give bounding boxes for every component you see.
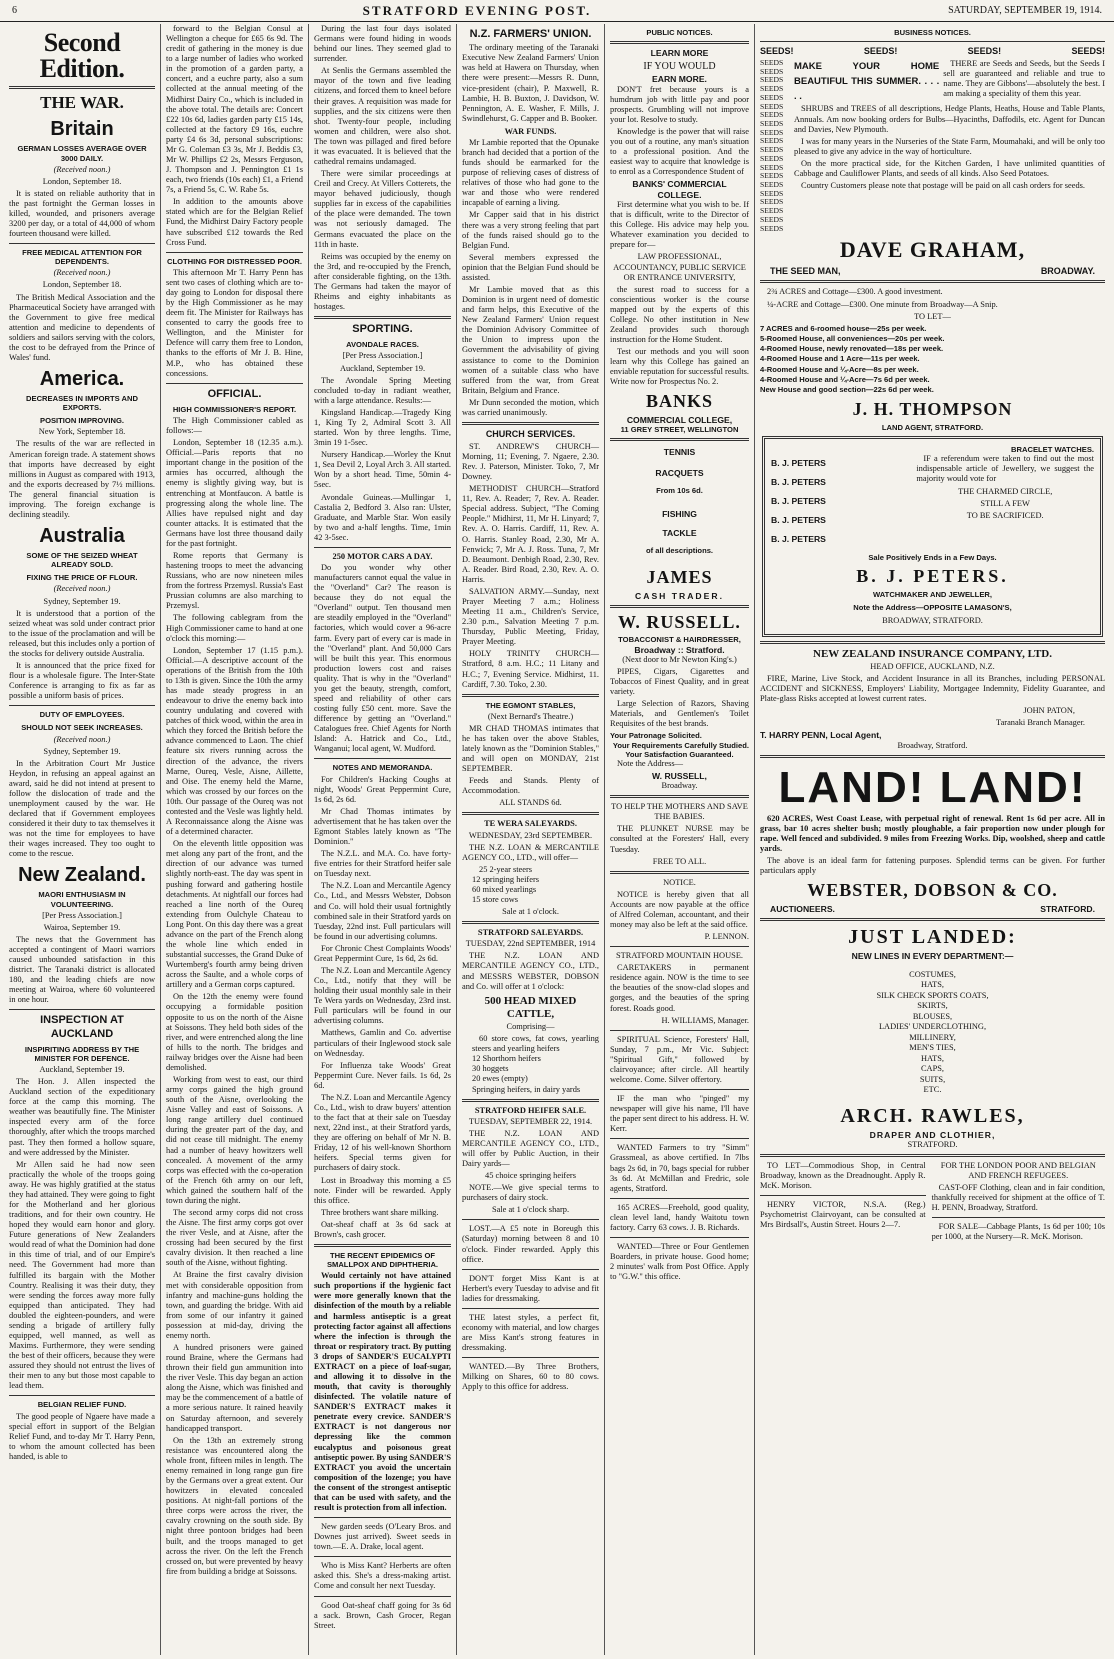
paton-title: Taranaki Branch Manager. <box>996 718 1085 728</box>
gentlemen-wanted: WANTED—Three or Four Gentlemen Boarders, in private house. Good home; 2 minutes' walk from Post Office. Apply to "G.W." this office. <box>610 1242 749 1282</box>
hc-cont-3: There were similar proceedings at Creil and Crecy. At Villers Cotterets, the mayor behaved judiciously, though supplies far in excess of the capabilities of the place were demanded. The town was not seriously damaged. The Germans evacuated the place on the 11th in haste. <box>314 169 451 249</box>
losses-text: It is stated on reliable authority that in the past fortnight the German losses in killed, wounded, and prisoners average 3200 per day, or a total of 44,000 of whom fourteen thousand were killed. <box>9 188 155 239</box>
notice-text: NOTICE is hereby given that all Accounts are now payable at the office of Alfred Coleman, accountant, and their money may also be left at the said office. <box>610 889 749 929</box>
paton: JOHN PATON, <box>1023 706 1075 716</box>
peters-item: B. J. PETERS <box>771 477 826 488</box>
peters-big: B. J. PETERS. <box>856 565 1009 586</box>
note-item: The N.Z. Loan and Mercantile Agency Co., Ltd., notify that they will be holding their usual monthly sale in their Te Wera yards on Wednesday, 23rd inst. Full particulars will be found in our advertising columns. <box>314 965 451 1026</box>
lost-notice: LOST.—A £5 note in Boreugh this (Saturday) morning between 8 and 10 o'clock. Finder rewarded. Apply this office. <box>462 1224 599 1264</box>
to-let-item: 5-Roomed House, all conveniences—20s per week. <box>760 333 945 343</box>
america-heading: America. <box>39 368 125 391</box>
land-text-2: The above is an ideal farm for fattening purposes. Splendid terms can be given. For further particulars apply <box>760 856 1105 876</box>
property-item: ¼-ACRE and Cottage—£300. One minute from Broadway—A Snip. <box>767 299 998 309</box>
warfunds-text: Mr Lambie reported that the Opunake branch had decided that a portion of the funds should be earmarked for the purpose of relieving cases of distress of relatives of those who had gone to the war and those who were rendered incapable of earning a living. <box>462 137 599 208</box>
banks-text-3: Test our methods and you will soon learn why this College has gained an enviable reputation for successful results. Write now for Prospectus No. 2. <box>610 347 749 387</box>
strike-headline: SHOULD NOT SEEK INCREASES. <box>21 723 143 733</box>
note-item: The N.Z.L. and M.A. Co. have forty-five entries for their Stratford heifer sale on Tuesday next. <box>314 849 451 879</box>
note-item: For Chronic Chest Complaints Woods' Great Peppermint Cure, 1s 6d, 2s 6d. <box>314 943 451 963</box>
clothing-text: This afternoon Mr T. Harry Penn has sent two cases of clothing which are to-day going to London for disposal there by the High Commissioner as he may deem fit. The Minister for Railways has consented to carry the goods free to Wellington, and the Minister for Defence will carry them free to London, thanks to the efforts of Mr J. B. Hine, M.P., who has obtained these concessions. <box>166 267 303 378</box>
acres: 165 ACRES—Freehold, good quality, clean level land, handy Waitotu town factory. Carry 63 cows. J. B. Richards. <box>610 1202 749 1232</box>
hc-text-12: On the 13th an extremely strong resistance was encountered along the whole front, fifteen miles in length. The enemy remained in long range gun fire by the Germans over a great extent. Our howitzers in elevated concealed positions. At night-fall portions of the three corps were across the river, the cavalry crowning on the south side. By night three pontoon bridges had been built, and the troops managed to get across the river. On the left the French crossed on, but were prevented by heavy fire from building a bridge at Soissons. <box>166 1435 303 1576</box>
hc-text-10: At Braine the first cavalry division met with considerable opposition from infantry and machine-guns holding the town, and guarding the bridge. With aid from some of our infantry it gained possession at mid-day, driving the enemy north. <box>166 1270 303 1340</box>
peters-text-block <box>916 454 1094 549</box>
peters-item: B. J. PETERS <box>771 496 826 507</box>
medical-headline: FREE MEDICAL ATTENTION FOR DEPENDENTS. <box>22 248 142 267</box>
bottom-right <box>932 1161 1105 1245</box>
epidemics-text: Would certainly not have attained such proportions if the hygienic fact were more generally known that the disinfection of the mouth by a reliable and harmless antiseptic is a great protecting factor against all affections where the infection is through the throat or respiratory tract. By putting 3 drops of SANDER'S EUCALYPTI EXTRACT on a piece of loaf-sugar, and allowing it to dissolve in the mouth, that cavity is thoroughly disinfected. The volatile nature of SANDER'S EXTRACT makes it penetrate every crevice. SANDER'S EXTRACT is not dangerous nor depressing like the common eucalyptus and poisonous great antiseptic power. By using SANDER'S EXTRACT you avoid the uncertain composition of the lozenge; you have the consent of the strongest antiseptic that can be used with safety, and the result is protection from all infection. <box>314 1271 451 1513</box>
to-let-heading: TO LET— <box>914 311 951 321</box>
column-3 <box>309 24 457 1655</box>
sacrificed: TO BE SACRIFICED. <box>966 510 1044 520</box>
graham-broadway: BROADWAY. <box>1040 265 1095 276</box>
satisfaction: Your Satisfaction Guaranteed. <box>625 749 734 759</box>
column-5 <box>605 24 755 1655</box>
learn-more: LEARN MORE <box>650 48 709 59</box>
tewera-sale: Sale at 1 o'clock. <box>502 907 559 917</box>
next-door: (Next door to Mr Newton King's.) <box>622 654 737 664</box>
mothers: TO HELP THE MOTHERS AND SAVE THE BABIES. <box>611 802 748 822</box>
hc-text-4: The following cablegram from the High Commissioner came to hand at one o'clock this morning:— <box>166 613 303 643</box>
press-association: [Per Press Association.] <box>42 910 122 920</box>
hc-text-8: Working from west to east, our third army corps gained the high ground south of the Aisne, overlooking the Aisne Valley and east of Soissons. A long range artillery duel continued during the greater part of the day, and did not cease till midnight. The enemy had a number of heavy howitzers well concealed. A movement of the army corps was effected with the co-operation of the French 6th army on our left, which gained the southern half of the town during the night. <box>166 1074 303 1205</box>
tewera-text: THE N.Z. LOAN & MERCANTILE AGENCY CO., LTD., will offer— <box>462 842 599 862</box>
seeds-body <box>790 59 1105 233</box>
fishing: FISHING <box>662 509 697 520</box>
property-item: 2¾ ACRES and Cottage—£300. A good investment. <box>767 287 943 297</box>
dateline: London, September 18. <box>42 280 122 290</box>
edition-heading: Second Edition. <box>39 28 125 83</box>
position-text: The results of the war are reflected in American foreign trade. A statement shows that imports have decreased by eight millions in August as compared with 1913, and the exports decreased by 7½ millions. The general financial situation is improving. The foreign exchange is declining steadily. <box>9 439 155 520</box>
still-a-few: STILL A FEW <box>980 498 1030 508</box>
church-item: SALVATION ARMY.—Sunday, next Prayer Meeting 7 a.m.; Holiness Meeting 11 a.m., Children's Service, 2.30 p.m., Salvation Meeting 7 p.m. Thursday, Public Meeting, Friday, Prayer Meeting. <box>462 586 599 647</box>
received-note: (Received noon.) <box>53 268 111 278</box>
church-item: ST. ANDREW'S CHURCH—Morning, 11; Evening, 7. Ngaere, 2.30. Rev. J. Paterson, Minister. Toko, 7, Mr Downey. <box>462 441 599 482</box>
church-heading: CHURCH SERVICES. <box>485 429 576 439</box>
nz-insurance: NEW ZEALAND INSURANCE COMPANY, LTD. <box>813 647 1052 660</box>
pipes: PIPES, Cigars, Cigarettes and Tobaccos of Finest Quality, and in great variety. <box>610 666 749 697</box>
peters-item: B. J. PETERS <box>771 514 826 525</box>
egmont-text: MR CHAD THOMAS intimates that he has taken over the above Stables, lately known as the "Dominion Stables," and will open on MONDAY, 21st SEPTEMBER. <box>462 723 599 774</box>
seed-man: THE SEED MAN, <box>770 265 841 276</box>
page-number: 6 <box>12 5 17 16</box>
watchmaker: WATCHMAKER AND JEWELLER, <box>873 589 992 599</box>
heifer-date: TUESDAY, SEPTEMBER 22, 1914. <box>468 1116 593 1126</box>
descriptions: of all descriptions. <box>645 545 714 555</box>
clothing-headline: CLOTHING FOR DISTRESSED POOR. <box>166 256 302 266</box>
dateline: Wairoa, September 19. <box>43 922 121 932</box>
james: JAMES <box>646 566 713 587</box>
column-6 <box>755 24 1110 1655</box>
williams: H. WILLIAMS, Manager. <box>661 1015 749 1025</box>
new-lines-list: COSTUMES, HATS, SILK CHECK SPORTS COATS, SKIRTS, BLOUSES, LADIES' UNDERCLOTHING, MILLINERY, MEN'S TIES, HATS, CAPS, SUITS, ETC. <box>876 969 989 1095</box>
avondale-headline: AVONDALE RACES. <box>346 340 419 350</box>
dateline: Auckland, September 19. <box>39 1064 125 1074</box>
hc-text-3: Rome reports that Germany is hastening troops to meet the advancing Russians, who are now nineteen miles from the fortress Przemysl. Russia's East Prussian columns are also marching to Przemysl. <box>166 551 303 611</box>
tewera-items: 25 2-year steers 12 springing heifers 60 mixed yearlings 15 store cows <box>472 864 539 905</box>
warfunds-text-3: Several members expressed the opinion that the Belgian Fund should be assisted. <box>462 252 599 282</box>
seeds-text: THERE are Seeds and Seeds, but the Seeds I sell are guaranteed and reliable and true to name. They are Gibbons'—absolutely the best. I am making a speciality of them this year. <box>943 58 1105 99</box>
shrubs: SHRUBS and TREES of all descriptions, Hedge Plants, Heaths, House and Table Plants, Annuals. Am now booking orders for Bulbs—Hyacinths, Daffodils, etc. Agent for Duncan and Davies, New Plymouth. <box>794 104 1105 134</box>
nz-heading: New Zealand. <box>18 864 146 887</box>
avondale-text-3: Nursery Handicap.—Worley the Knut 1, Sea Devil 2, Loyal Arch 3. All started. Won by a short head. Time, 50min 4-5sec. <box>314 450 451 490</box>
webster-dobson: WEBSTER, DOBSON & CO. <box>807 880 1058 901</box>
dateline: New York, September 18. <box>38 427 126 437</box>
dave-graham: DAVE GRAHAM, <box>839 237 1026 263</box>
dateline: Sydney, September 19. <box>43 596 121 606</box>
wheat-headline: SOME OF THE SEIZED WHEAT ALREADY SOLD. <box>26 551 138 570</box>
penn-agent: T. HARRY PENN, Local Agent, <box>760 730 882 741</box>
position-headline: POSITION IMPROVING. <box>40 416 124 426</box>
wanted-notice: WANTED.—By Three Brothers, Milking on Shares, 60 to 80 cows. Apply to this office for address. <box>462 1362 599 1392</box>
relief-continued-2: In addition to the amounts above stated which are for the Belgian Relief Fund, the Midhirst Dairy Factory people have subscribed £12 towards the Red Cross Fund. <box>166 197 303 247</box>
land-agent: LAND AGENT, STRATFORD. <box>881 423 984 433</box>
peters-ad <box>762 436 1103 637</box>
land-text: 620 ACRES, West Coast Lease, with perpetual right of renewal. Rent 1s 6d per acre. All in grass, bar 10 acres shelter bush; mostly ploughable, a fair proportion now under plough for rape. Well fenced and subdivided. 9 miles from Freezing Works. Dip, woolshed, sheep and cattle yards. <box>760 813 1105 854</box>
seeds-label: SEEDS! <box>863 46 898 57</box>
banks-list: LAW PROFESSIONAL, ACCOUNTANCY, PUBLIC SERVICE OR ENTRANCE UNIVERSITY, <box>613 252 746 282</box>
duty-headline: DUTY OF EMPLOYEES. <box>39 710 125 720</box>
heifer-text: THE N.Z. LOAN AND MERCANTILE AGENCY CO., LTD., will offer by Public Auction, in their Dairy yards— <box>462 1128 599 1168</box>
note-item: The N.Z. Loan and Mercantile Agency Co., Ltd., and Messrs Webster, Dobson and Co. will hold their usual fortnightly combined sale in their Stratford yards on Tuesday, 22nd inst. Full particulars will be found in our advertising columns. <box>314 881 451 941</box>
bracelet-text: IF a referendum were taken to find out the most indispensable article of Jewellery, we suggest the majority would vote for <box>916 454 1094 484</box>
public-notices-heading: PUBLIC NOTICES. <box>646 28 713 37</box>
banks-address: 11 GREY STREET, WELLINGTON <box>620 425 739 435</box>
to-let-item: 7 ACRES and 6-roomed house—25s per week. <box>760 323 927 333</box>
insurance-text: FIRE, Marine, Live Stock, and Accident Insurance in all its Branches, including PERSONAL ACCIDENT and SICKNESS, Employers' Liability, Mortgagee Indemnity, Fidelity Guarantee, and Plate-glass Risks accepted at lowest current rates. <box>760 674 1105 704</box>
peters-body <box>771 454 1094 549</box>
business-notices-heading: BUSINESS NOTICES. <box>894 28 971 37</box>
tennis: TENNIS <box>663 447 696 458</box>
new-lines: NEW LINES IN EVERY DEPARTMENT:— <box>851 951 1014 962</box>
bottom-notices <box>760 1161 1105 1245</box>
webster-footer <box>760 904 1105 914</box>
flour-headline: FIXING THE PRICE OF FLOUR. <box>26 573 138 583</box>
seeds-side-list: SEEDS SEEDS SEEDS SEEDS SEEDS SEEDS SEEDS SEEDS SEEDS SEEDS SEEDS SEEDS SEEDS SEEDS SEEDS SEEDS SEEDS SEEDS SEEDS SEEDS <box>760 57 784 233</box>
tobacconist: TOBACCONIST & HAIRDRESSER, <box>618 635 741 645</box>
relief-text: The good people of Ngaere have made a special effort in support of the Belgian Relief Fund, and to-day Mr T. Harry Penn, to whom the amount collected has been handed, is able to <box>9 1411 155 1461</box>
cars-text: Do you wonder why other manufacturers cannot equal the value in the "Overland" Car? The reason is because they do not equal the "Overland" output. Ten thousand men are steadily employed in the "Overland" factories, which would cover a 96-acre farm. Every part of every car is made in the "Overland" plant. And 50,000 Cars will be built this year. This enormous production lowers cost and raises quality. That is why in the "Overland" you get the beauty, strength, comfort, speed and reliability of other cars costing fully £50 cent. more. Save the difference by getting an "Overland." Catalogues free. Chief Agents for North Island: A. Hatrick and Co., Ltd., Wanganui; local agent, W. Mudford. <box>314 562 451 754</box>
egmont-stands: ALL STANDS 6d. <box>499 798 562 808</box>
inspection-text: The Hon. J. Allen inspected the Auckland section of the expeditionary force at the camp this morning. The weather was beautifully fine. The Minister inspected every arm of the force thoroughly, after which the troops marched past. They then formed a hollow square, and were addressed by the Minister. <box>9 1077 155 1157</box>
masthead <box>0 0 1114 22</box>
farmers-heading: N.Z. FARMERS' UNION. <box>469 28 592 40</box>
hc-text-9: The second army corps did not cross the Aisne. The first army corps got over the river Vesle, and at Aisne, after the crossing had been secured by the first cavalry division. It then reached a line south of the Aisne, without fighting. <box>166 1208 303 1268</box>
peters-list <box>771 454 916 549</box>
styles-notice: THE latest styles, a perfect fit, economy with material, and low charges are Miss Kant's strong features in dressmaking. <box>462 1312 599 1353</box>
imports-headline: DECREASES IN IMPORTS AND EXPORTS. <box>26 394 138 413</box>
to-let-item: 4-Roomed House and 1 Acre—11s per week. <box>760 354 920 364</box>
heifer-note: NOTE.—We give special terms to purchasers of dairy stock. <box>462 1183 599 1203</box>
egmont-text-2: Feeds and Stands. Plenty of Accommodation. <box>462 776 599 796</box>
warfunds-text-4: Mr Lambie moved that as this Dominion is in urgent need of domestic and farm helps, this Executive of the New Zealand Farmers' Union request the Dominion Advisory Committee of the Union to impress upon the Government the advisability of giving assistance to come to the Dominion women of a suitable class who have suffered from the war, from Great Britain, Belgium and France. <box>462 284 599 395</box>
garden-seeds-note: New garden seeds (O'Leary Bros. and Downes just arrived). Sweet seeds in town.—E. A. Drake, local agent. <box>314 1522 451 1552</box>
heifer-heading: STRATFORD HEIFER SALE. <box>474 1105 587 1115</box>
notes-headline: NOTES AND MEMORANDA. <box>332 763 433 773</box>
heifer-item: 45 choice springing heifers <box>485 1171 576 1181</box>
inspection-text-2: Mr Allen said he had now seen practically the whole of the troops going away. He was highly gratified at the status they had attained. They were going to fight for the Motherland and her glorious traditions, and for their own country. He hoped they would earn honor and glory. Future generations of New Zealanders would read of what the Dominion had done in this time of trial, and of our Empire's need. The Government had more than fulfilled its bargain with the Mother Country. Realising it was their duty, they were sending the forces away more fully equipped than anticipated. They had doubled the eighteen-pounders, and were sending a brigade of artillery fully equipped, well manned, as well as Maxims. Furthermore, they were sending the best of their officers, because they were assured they should not entrust the lives of their men to any but those most capable to lead them. <box>9 1159 155 1391</box>
strike-text: In the Arbitration Court Mr Justice Heydon, in refusing an appeal against an award, said he did not intend at present to follow the dislocation of trade and the unemployment caused by the war. He declared that if Government employees considered it their duty to tax themselves it was not the time for employees to have their wages increased. They too ought to come to the rescue. <box>9 758 155 859</box>
note-address: Note the Address— <box>617 758 684 768</box>
losses-headline: GERMAN LOSSES AVERAGE OVER 3000 DAILY. <box>17 144 147 163</box>
cash-trader: CASH TRADER. <box>635 590 724 601</box>
note-item: Oat-sheaf chaff at 3s 6d sack at Brown's, cash grocer. <box>314 1219 451 1239</box>
caretakers: CARETAKERS in permanent residence again. NOW is the time to see the beauties of the snow-clad slopes and gorges, and the beauties of the spring forest. Roads good. <box>610 963 749 1013</box>
earn-text-2: Knowledge is the power that will raise you out of a routine, any man's situation to a professional position. And the easiest way to acquire that knowledge is to enrol as a Correspondence Student of <box>610 127 749 177</box>
patronage: Your Patronage Solicited. <box>610 731 702 741</box>
head-office: HEAD OFFICE, AUCKLAND, N.Z. <box>870 661 995 671</box>
broadway-2: Broadway. <box>661 781 698 791</box>
graham-footer <box>760 266 1105 277</box>
hc-text-5: London, September 17 (1.15 p.m.). Official.—A descriptive account of the operations of the British from the 10th to 13th is given. Since the 10th the army has made steady progress in an endeavour to drive the enemy back into country undulating and covered with patches of thick wood, within the area in which they forced the British before the advance commenced to Laon. The chief feature six rivers running across the direction of the advance, the rivers Marne, Oureq, Vesle, Aisne, Aillette, and Oise. The enemy held the Marne, which was crossed by our forces on the 10th. Our passage of the Oureq was not contested and the Vesle was lightly held. A Reconnaissance along the Aisne was of a determined character. <box>166 645 303 837</box>
cast-off: CAST-OFF Clothing, clean and in fair condition, thankfully received for shipment at the office of T. H. PENN, Broadway, Stratford. <box>931 1183 1105 1213</box>
wheat-text-2: It is announced that the price fixed for flour is a wholesale figure. The Inter-State Conference is arranging to fix as far as possible a uniform basis of prices. <box>9 660 155 701</box>
draper: DRAPER AND CLOTHIER, <box>869 1129 996 1140</box>
relief-headline: BELGIAN RELIEF FUND. <box>37 1400 127 1410</box>
official-heading: OFFICIAL. <box>207 387 262 400</box>
tackle: TACKLE <box>662 527 697 538</box>
earn-1: IF YOU WOULD <box>643 61 716 73</box>
avondale-text-2: Kingsland Handicap.—Tragedy King 1, King Ty 2, Admiral Scott 3. All started. Won by three lengths. Time, 3min 19 1-5sec. <box>314 407 451 448</box>
russell: W. RUSSELL. <box>618 611 741 632</box>
hc-text-7: On the 12th the enemy were found occupying a formidable position opposite to us on the north of the Aisne at Soissons. They held both sides of the river, and were entrenched along the line of hills to the north. The bridges and railway bridges over the Aisne had been demolished. <box>166 992 303 1072</box>
earn-2: EARN MORE. <box>652 74 707 85</box>
dateline: Sydney, September 19. <box>43 746 121 756</box>
bracelet-heading: BRACELET WATCHES. <box>1011 445 1094 455</box>
egmont-heading: THE EGMONT STABLES, <box>485 700 576 710</box>
penn-address: Broadway, Stratford. <box>897 740 968 750</box>
warfunds-heading: WAR FUNDS. <box>504 126 557 136</box>
plunket: THE PLUNKET NURSE may be consulted at the Foresters' Hall, every Tuesday. <box>610 824 749 854</box>
bottom-left <box>760 1161 926 1245</box>
stratford-items: 60 store cows, fat cows, yearling steers and yearling heifers 12 Shorthorn heifers 30 hoggets 20 ewes (empty) Springing heifers, in dairy yards <box>472 1034 599 1094</box>
tewera-date: WEDNESDAY, 23rd SEPTEMBER. <box>468 830 593 840</box>
heifer-sale: Sale at 1 o'clock sharp. <box>491 1205 570 1215</box>
dateline: London, September 18. <box>42 176 122 186</box>
maori-headline: MAORI ENTHUSIASM IN VOLUNTEERING. <box>38 890 126 909</box>
avondale-text: The Avondale Spring Meeting concluded to-day in radiant weather, with a large attendance. Results:— <box>314 375 451 405</box>
inspection-headline: INSPECTION AT AUCKLAND <box>40 1014 124 1040</box>
note-item: Mr Chad Thomas intimates by advertisement that he has taken over the Egmont Stables lately known as "The Dominion." <box>314 806 451 847</box>
column-4 <box>457 24 605 1655</box>
hc-headline: HIGH COMMISSIONER'S REPORT. <box>172 404 297 414</box>
kant-note: Who is Miss Kant? Herberts are often asked this. She's a dress-making artist. Come and consult her next Tuesday. <box>314 1561 451 1591</box>
dateline: Auckland, September 19. <box>339 363 426 373</box>
to-let-item: New House and good section—22s 6d per week. <box>760 385 934 395</box>
peters-item: B. J. PETERS <box>771 458 826 469</box>
positively: Sale Positively Ends in a Few Days. <box>868 552 997 562</box>
peters-note: Note the Address—OPPOSITE LAMASON'S, <box>853 602 1012 612</box>
hc-text-2: London, September 18 (12.35 a.m.). Official.—Paris reports that no important change in the position of the armies has occurred, although the enemy is slightly giving way, but is entrenching at Montfaucon. A battle is progressing along the whole line. The Allies have repulsed night and day counter attacks. It is estimated that the Germans have lost three thousand daily for the past fortnight. <box>166 438 303 548</box>
wheat-text: It is understood that a portion of the seized wheat was sold under contract prior to the issue of the proclamation and will be released, but this includes only a portion of the stocks for delivery outside Australia. <box>9 608 155 658</box>
land-heading: LAND! LAND! <box>778 762 1087 812</box>
thompson: J. H. THOMPSON <box>852 399 1013 420</box>
britain-heading: Britain <box>50 118 114 141</box>
egmont-sub: (Next Bernard's Theatre.) <box>487 711 574 721</box>
medical-text: The British Medical Association and the Pharmaceutical Society have arranged with the Government to give free medical attention and medicine to dependents of soldiers and sailors serving with the colors, the cost to be defrayed from the Prince of Wales' fund. <box>9 292 155 362</box>
banks-text: First determine what you wish to be. If that is difficult, write to the Director of this College. His advice may help you. Whatever examination you decided to prepare for— <box>610 200 749 250</box>
belgian-refugees: FOR THE LONDON POOR AND BELGIAN AND FRENCH REFUGEES. <box>940 1160 1096 1180</box>
epidemics-headline: THE RECENT EPIDEMICS OF SMALLPOX AND DIPHTHERIA. <box>326 1251 439 1270</box>
cabbage: FOR SALE—Cabbage Plants, 1s 6d per 100; 10s per 1000, at the Nursery—R. McK. Morison. <box>931 1222 1105 1242</box>
racquets: RACQUETS <box>655 467 704 478</box>
note-item: The N.Z. Loan and Mercantile Agency Co., Ltd., wish to draw buyers' attention to the fact that at their sale on Tuesday next, 22nd inst., at their Stratford yards, they are offering on behalf of Mr N. B. Friday, 12 of his well-known Shorthorn heifers. Special terms given for purchasers of dairy stock. <box>314 1092 451 1173</box>
newspaper-title: STRATFORD EVENING POST. <box>362 2 592 18</box>
received-note: (Received noon.) <box>53 164 111 174</box>
lennon: P. LENNON. <box>704 932 749 942</box>
banks-cc: COMMERCIAL COLLEGE, <box>626 415 733 426</box>
charmed-circle: THE CHARMED CIRCLE, <box>958 486 1053 496</box>
hc-cont-4: Reims was occupied by the enemy on the 3rd, and re-occupied by the French, after considerable fighting, on the 13th. The Germans had taken the mayor of Rheims and eighty inhabitants as hostages. <box>314 251 451 312</box>
issue-date: SATURDAY, SEPTEMBER 19, 1914. <box>948 5 1102 16</box>
warfunds-text-5: Mr Dunn seconded the motion, which was carried unanimously. <box>462 397 599 417</box>
make-home: MAKE YOUR HOME BEAUTIFUL THIS SUMMER. . . . . . <box>794 60 940 103</box>
banks-big: BANKS <box>645 391 713 412</box>
church-item: HOLY TRINITY CHURCH—Stratford, 8 a.m. H.C.; 11 Litany and H.C.; 7, Evening Service. Midhirst, 11. Cardiff, 7.30. Toko, 2.30. <box>462 649 599 689</box>
stratford-comp: Comprising— <box>506 1022 555 1032</box>
seeds-label: SEEDS! <box>967 46 1002 57</box>
column-1 <box>4 24 161 1655</box>
mountain-house: STRATFORD MOUNTAIN HOUSE. <box>615 951 744 961</box>
note-item: Three brothers want share milking. <box>321 1207 439 1217</box>
notice-heading: NOTICE. <box>663 877 696 887</box>
russell-2: W. RUSSELL, <box>652 770 707 781</box>
kitchen: On the more practical side, for the Kitchen Garden, I have unlimited quantities of Cabbage and Cauliflower Plants, and seeds of all kinds. Also Seed Potatoes. <box>794 158 1105 178</box>
seeds-label: SEEDS! <box>760 46 794 57</box>
to-let-item: 4-Roomed House and ¼-Acre—8s per week. <box>760 364 919 374</box>
free-to-all: FREE TO ALL. <box>652 856 707 866</box>
seeds-header <box>760 46 1105 57</box>
to-let-list <box>760 324 1105 396</box>
pinged: IF the man who "pinged" my newspaper will give his name, I'll have the paper sent direct to his address. H. W. Kerr. <box>610 1094 749 1134</box>
earn-text: DON'T fret because yours is a humdrum job with little pay and poor prospects. Grumbling will not improve your lot. Resolve to study. <box>610 84 749 124</box>
tewera-heading: TE WERA SALEYARDS. <box>484 819 577 829</box>
stratford-date: TUESDAY, 22nd SEPTEMBER, 1914 <box>465 939 596 949</box>
note-item: Matthews, Gamlin and Co. advertise particulars of their Inglewood stock sale on Wednesday. <box>314 1028 451 1058</box>
seeds-label: SEEDS! <box>1071 46 1105 57</box>
arch-rawles: ARCH. RAWLES, <box>840 1104 1025 1127</box>
peters-item: B. J. PETERS <box>771 533 826 544</box>
seeds-ad <box>760 59 1105 233</box>
banks-college-name: BANKS' COMMERCIAL COLLEGE. <box>632 179 727 200</box>
draper-town: STRATFORD. <box>907 1139 958 1149</box>
australia-heading: Australia <box>39 525 125 548</box>
maori-text: The news that the Government has accepted a contingent of Maori warriors caused unbounded satisfaction in this district. The Taranaki district is allocated 180, and the leading chiefs are now meeting at Wairoa, where 60 volunteered in one hour. <box>9 934 155 1005</box>
hc-text-6: On the eleventh little opposition was met along any part of the front, and the direction of our advance was turned slightly north-east. The day was spent in pushing forward and gathering hostile detachments. At nightfall our forces had reached a line north of the Oureq extending from Oulchyle Chateau to Long Pont. On this day there was a great advance on the part of the French along the whole line which ended in substantial successes, the Grand Duke of Wurtemberg's fourth army being driven across the Saulte, and a whole corps of artillery and a German corps captured. <box>166 839 303 990</box>
farmers-wanted: WANTED Farmers to try "Simm" Grassmeal, as above certified. In 7lbs bags 2s 6d, in 70, bags special for rubber 3s 6d. At McMillan and Fredric, sole agents, Stratford. <box>610 1143 749 1193</box>
to-let-item: 4-Roomed House, newly renovated—18s per week. <box>760 344 944 354</box>
just-landed: JUST LANDED: <box>848 926 1017 949</box>
note-item: For Influenza take Woods' Great Peppermint Cure. Never fails. 1s 6d, 2s 6d. <box>314 1060 451 1090</box>
avondale-text-4: Avondale Guineas.—Mullingar 1, Castalia 2, Bedford 3. Also ran: Ulster, Graduate, and Marble Star. Won easily by two and a-half lengths. Time, 1min 42 3-5sec. <box>314 492 451 542</box>
press-association: [Per Press Association.] <box>342 351 423 361</box>
requirements: Your Requirements Carefully Studied. <box>612 740 749 750</box>
sporting-heading: SPORTING. <box>352 323 413 336</box>
stratford-text: THE N.Z. LOAN AND MERCANTILE AGENCY CO., LTD., and MESSRS WEBSTER, DOBSON and Co. will offer at 1 o'clock: <box>462 951 599 991</box>
note-item: For Children's Hacking Coughs at night, Woods' Great Peppermint Cure, 1s 6d, 2s 6d. <box>314 774 451 804</box>
column-2 <box>161 24 309 1655</box>
minister-headline: INSPIRITING ADDRESS BY THE MINISTER FOR DEFENCE. <box>24 1044 140 1063</box>
stratford-saleyards-heading: STRATFORD SALEYARDS. <box>477 928 584 938</box>
farmers-text: The ordinary meeting of the Taranaki Executive New Zealand Farmers' Union was held at Hawera on Thursday, when there were present:—Messrs R. Dunn, vice-president (chair), P. Maxwell, R. Lambie, H. B. Buxton, J. Davidson, W. Pennington, A. E. Washer, F. Mills, J. Swindlehurst, G. Capper and B. Booker. <box>462 43 599 123</box>
warfunds-text-2: Mr Capper said that in his district there was a very strong feeling that part of the funds raised should go to the Belgian Fund. <box>462 210 599 250</box>
spiritual: SPIRITUAL Science, Foresters' Hall, Sunday, 7 p.m., Mr Vic. Subject: "Spiritual Gift," followed by clairvoyance; after circle. All heartily welcome. Come. Silver offertory. <box>610 1034 749 1085</box>
hc-cont-2: At Senlis the Germans assembled the mayor of the town and five leading citizens, and forced them to kneel before their graves. A requisition was made for supplies, and the six citizens were then shot. Twenty-four people, including women and children, were also shot. The town was pillaged and fired before it was evacuated. It is believed that the cathedral remains undamaged. <box>314 66 451 167</box>
war-heading: THE WAR. <box>40 93 124 112</box>
henry-victor: HENRY VICTOR, N.S.A. (Reg.) Psychometrist Clairvoyant, can be consulted at Mrs Birdsall's, Austin Street. Hours 2—7. <box>760 1200 926 1230</box>
banks-text-2: the surest road to success for a conscientious worker is the course mapped out by the experts of this College. No other institution in New Zealand provides such thorough instruction for the Home Student. <box>610 284 749 345</box>
note-item: Lost in Broadway this morning a £5 note. Finder will be rewarded. Apply this office. <box>314 1175 451 1205</box>
peters-address: BROADWAY, STRATFORD. <box>882 615 983 625</box>
racquets-price: From 10s 6d. <box>656 486 703 496</box>
hc-text: The High Commissioner cabled as follows:— <box>166 415 303 436</box>
relief-continued: forward to the Belgian Consul at Wellington a cheque for £65 6s 9d. The credit of gathering in the money is due to a large number of ladies who worked in the promotion of a garden party, a concert, and a euchre party, also a sum collected at the annual meeting of the Midhirst Dairy Co., which is included in the above total. The details are: Concert £22 10s 6d, ladies garden party £15 14s, collected at the factory £9 16s, euchre party £4 6s 3d, personal subscriptions: Mr G. Coleman £3 3s, Mr J. Beddis £3, Mr W. Phillips £2 2s, Messrs Ferguson, J. Thompson and J. Pennington £1 1s each, two friends (10s each) £1, a Friend 7s, a Friend 5s, C. W. Rabe 5s. <box>166 24 303 195</box>
hc-text-11: A hundred prisoners were gained round Braine, where the Germans had thrown their field gun ammunition into the river Vesle. This day began an action along the Aisne, which was finished and may be the commencement of a battle of a more serious nature. It rained heavily on Saturday afternoon, and severely handicapped transport. <box>166 1343 303 1433</box>
country: Country Customers please note that postage will be paid on all cash orders for seeds. <box>801 181 1085 191</box>
nurseries: I was for many years in the Nurseries of the State Farm, Moumahaki, and will be only too pleased to give any advice in the way of horticulture. <box>794 136 1105 156</box>
to-let-shop: TO LET—Commodious Shop, in Central Broadway, known as the Dreadnought. Apply R. McK. Morison. <box>760 1160 926 1191</box>
stratford-500: 500 HEAD MIXED CATTLE, <box>484 994 577 1020</box>
cars-headline: 250 MOTOR CARS A DAY. <box>332 551 433 561</box>
church-item: METHODIST CHURCH—Stratford 11, Rev. A. Reader; 7, Rev. A. Reader. Special address. Subject, "The Coming People." Midhirst, 11, Mr H. Linyard; 7, Rev. A. O. Harris. Cardiff, 11, Rev. A. O. Harris. Stanley Road, 2.30, Mr A. Fenwick; 7, Mr A. J. Ross. Tuna, 7, Mr D. Beaumont. Denbigh Road, 2.30, Rev. A. Reader. Bird Road, 2.30, Rev. A. O. Harris. <box>462 484 599 584</box>
received-note: (Received noon.) <box>53 734 111 744</box>
razors: Large Selection of Razors, Shaving Materials, and Gentlemen's Toilet Requisites of the best brands. <box>610 699 749 729</box>
hc-cont-1: During the last four days isolated Germans were found hiding in woods behind our lines. They seemed glad to surrender. <box>314 24 451 64</box>
webster-town: STRATFORD. <box>1040 903 1095 914</box>
kant-notice: DON'T forget Miss Kant is at Herbert's every Tuesday to advise and fit ladies for dressmaking. <box>462 1273 599 1303</box>
chaff-note: Good Oat-sheaf chaff going for 3s 6d a sack. Brown, Cash Grocer, Regan Street. <box>314 1600 451 1630</box>
received-note: (Received noon.) <box>53 584 111 594</box>
columns <box>4 24 1110 1655</box>
auctioneers: AUCTIONEERS. <box>770 903 835 914</box>
to-let-item: 4-Roomed House and ¼-Acre—7s 6d per week. <box>760 374 930 384</box>
russell-broadway: Broadway :: Stratford. <box>634 644 725 655</box>
